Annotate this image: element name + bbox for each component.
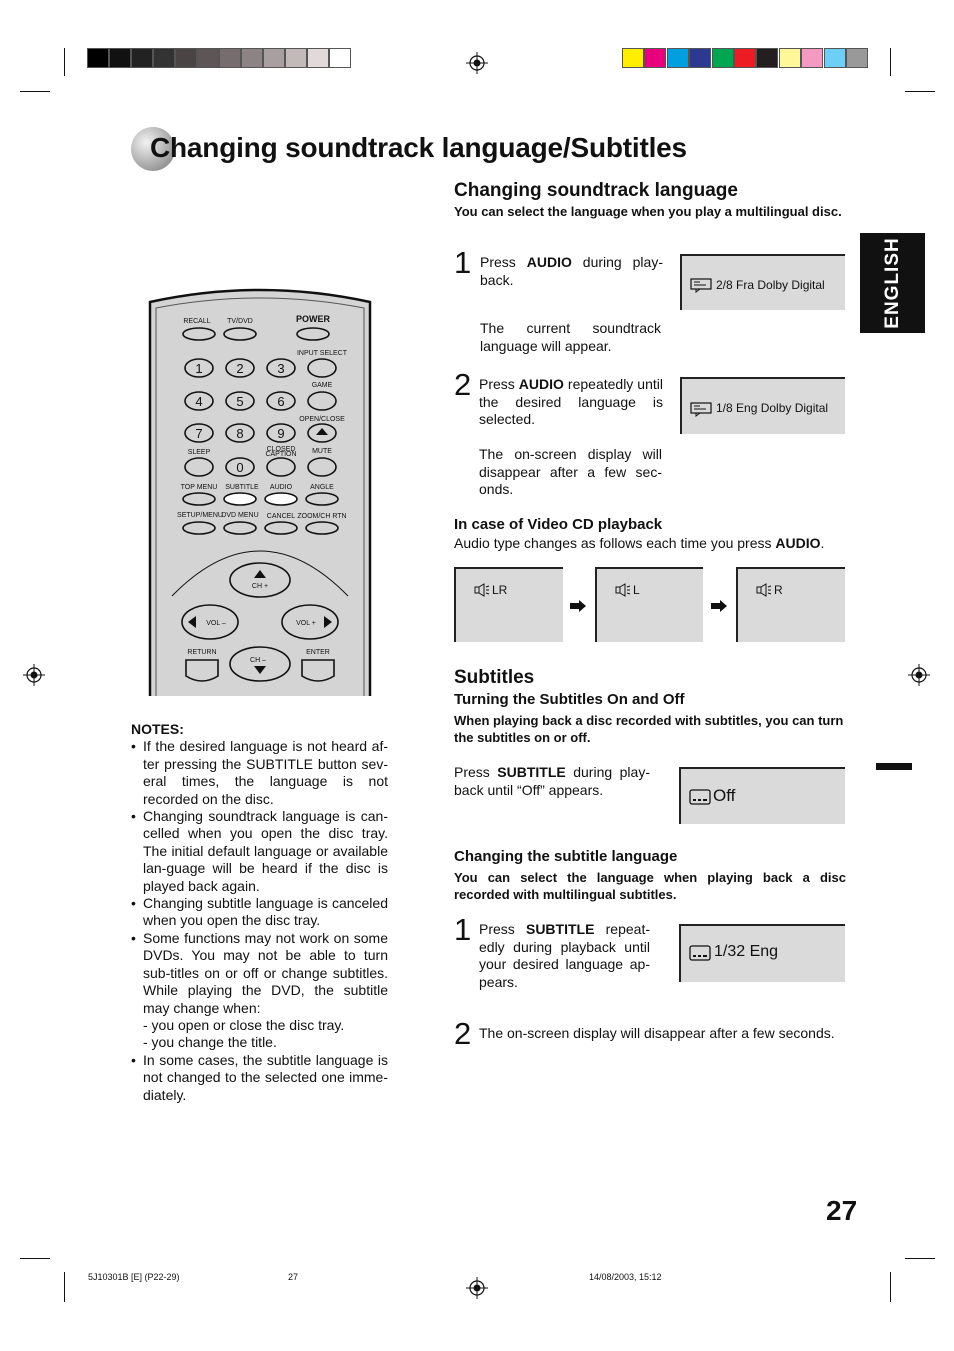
audio-button: [265, 493, 297, 505]
step-number: 2: [454, 367, 472, 402]
soundtrack-step2-note: The on-screen display will disappear after a few sec-onds.: [479, 446, 662, 497]
open-close-label: OPEN/CLOSE: [299, 416, 345, 423]
grayscale-swatch: [329, 48, 351, 68]
grayscale-swatch: [285, 48, 307, 68]
speaker-icon: [756, 583, 772, 597]
mute-label: MUTE: [312, 448, 332, 455]
subtitle-icon: [689, 789, 711, 805]
ch-minus-button: [230, 647, 290, 681]
crop-mark: [64, 48, 65, 76]
top-menu-label: TOP MENU: [180, 484, 218, 491]
subtitle-icon: [689, 945, 711, 961]
vol-plus-label: VOL +: [296, 620, 316, 627]
subtitles-heading: Subtitles: [454, 667, 535, 688]
note-item: • In some cases, the subtitle language is not changed to the selected one imme-diately.: [131, 1052, 388, 1104]
angle-label: ANGLE: [310, 484, 334, 491]
color-swatch: [824, 48, 846, 68]
grayscale-swatch: [153, 48, 175, 68]
footer-code: 5J10301B [E] (P22-29): [88, 1272, 180, 1282]
osd-display: [679, 767, 845, 824]
note-subitem: - you open or close the disc tray.: [143, 1016, 345, 1033]
vcd-text: Audio type changes as follows each time you press AUDIO.: [454, 535, 825, 551]
color-swatch: [846, 48, 868, 68]
subtitle-step1-text: Press SUBTITLE repeat-edly during playback until your desired language ap-pears.: [479, 921, 650, 990]
closed-caption-label: CAPTION: [265, 451, 297, 458]
osd-text: 1/8 Eng Dolby Digital: [716, 401, 829, 415]
digit-label: 2: [236, 361, 244, 376]
note-item: • Changing soundtrack language is can-celled when you open the disc tray. The initial default language or available lan-guage will be heard if the disc is played back again.: [131, 808, 388, 895]
color-swatch: [712, 48, 734, 68]
grayscale-swatch: [307, 48, 329, 68]
digit-label: 7: [195, 426, 203, 441]
grayscale-swatch: [87, 48, 109, 68]
color-swatch: [779, 48, 801, 68]
registration-mark-icon: [466, 52, 488, 74]
game-button: [308, 392, 336, 410]
grayscale-swatch: [131, 48, 153, 68]
crop-mark: [20, 91, 50, 92]
vcd-heading: In case of Video CD playback: [454, 516, 663, 533]
note-item: • Changing subtitle language is canceled when you open the disc tray.: [131, 895, 388, 930]
subtitles-onoff-heading: Turning the Subtitles On and Off: [454, 691, 685, 708]
right-arrow-icon: [570, 600, 586, 612]
input-select-button: [308, 359, 336, 377]
sleep-label: SLEEP: [187, 449, 211, 456]
vcd-audio-box: [736, 567, 845, 642]
language-side-tab: [860, 233, 925, 333]
subtitles-onoff-intro: When playing back a disc recorded with subtitles, you can turn the subtitles on or off.: [454, 713, 844, 745]
crop-mark: [890, 48, 891, 76]
input-select-label: INPUT SELECT: [296, 350, 348, 357]
vcd-audio-box: [595, 567, 703, 642]
zoom-button: [306, 522, 338, 534]
footer-page: 27: [288, 1272, 299, 1282]
cancel-button: [265, 522, 297, 534]
sleep-button: [185, 458, 213, 476]
crop-mark: [890, 1272, 891, 1302]
ch-plus-label: CH +: [251, 583, 269, 590]
speaker-icon: [615, 583, 631, 597]
registration-mark-icon: [466, 1277, 488, 1299]
right-arrow-icon: [711, 600, 727, 612]
audio-label: AUDIO: [269, 484, 293, 491]
crop-mark: [20, 1258, 50, 1259]
digit-label: 0: [236, 460, 244, 475]
osd-text: Off: [713, 786, 736, 805]
digit-label: 4: [195, 394, 203, 409]
tvdvd-label: TV/DVD: [227, 318, 253, 325]
soundtrack-step1-text: Press AUDIO during play-back.: [480, 254, 663, 288]
setup-menu-button: [183, 522, 215, 534]
notes-section: [131, 721, 388, 1104]
dvd-menu-label: DVD MENU: [221, 512, 259, 519]
osd-display: [680, 377, 845, 434]
vcd-audio-box: [454, 567, 563, 642]
color-swatch: [756, 48, 778, 68]
subtitle-button: [224, 493, 256, 505]
grayscale-swatch: [109, 48, 131, 68]
grayscale-swatch: [241, 48, 263, 68]
soundtrack-heading: Changing soundtrack language: [454, 180, 738, 201]
zoom-label: ZOOM/CH RTN: [297, 513, 347, 520]
crop-mark: [905, 91, 935, 92]
digit-label: 8: [236, 426, 244, 441]
enter-label: ENTER: [306, 649, 330, 656]
subtitles-onoff-text: Press SUBTITLE during play-back until “Off” appears.: [454, 764, 650, 798]
vol-minus-label: VOL –: [206, 620, 226, 627]
subtitle-label: SUBTITLE: [225, 484, 259, 491]
top-menu-button: [183, 493, 215, 505]
grayscale-swatch: [263, 48, 285, 68]
note-subitem: - you change the title.: [143, 1034, 277, 1051]
audio-track-icon: [690, 402, 712, 417]
grayscale-swatch: [219, 48, 241, 68]
audio-track-icon: [690, 278, 712, 293]
color-swatch: [801, 48, 823, 68]
closed-caption-button: [267, 458, 295, 476]
crop-mark: [64, 1272, 65, 1302]
mute-button: [308, 458, 336, 476]
digit-label: 5: [236, 394, 244, 409]
notes-title: NOTES:: [131, 721, 184, 737]
cancel-label: CANCEL: [266, 513, 296, 520]
ch-plus-button: [230, 563, 290, 597]
osd-text: 1/32 Eng: [714, 943, 779, 960]
registration-mark-icon: [908, 664, 930, 686]
osd-display: [680, 254, 845, 310]
digit-label: 6: [277, 394, 285, 409]
digit-label: 9: [277, 426, 285, 441]
enter-button: [302, 660, 334, 681]
color-swatch: [689, 48, 711, 68]
color-swatch: [644, 48, 666, 68]
remote-control-illustration: [148, 288, 372, 696]
power-button: [297, 328, 329, 340]
subtitle-step2-text: The on-screen display will disappear after a few seconds.: [479, 1025, 835, 1041]
soundtrack-intro: You can select the language when you play a multilingual disc.: [454, 204, 842, 219]
step-number: 1: [454, 912, 472, 947]
recall-label: RECALL: [183, 318, 211, 325]
step-number: 1: [454, 245, 472, 280]
vcd-audio-mode: R: [774, 583, 783, 597]
footer-date: 14/08/2003, 15:12: [589, 1272, 662, 1282]
digit-label: 1: [195, 361, 203, 376]
vcd-audio-mode: L: [633, 583, 640, 597]
angle-button: [306, 493, 338, 505]
color-swatch: [667, 48, 689, 68]
note-item: • Some functions may not work on some DVDs. You may not be able to turn sub-titles on or off or change subtitles. While playing the DVD, the subtitle may change when:: [131, 930, 388, 1017]
color-swatch: [622, 48, 644, 68]
note-item: • If the desired language is not heard af-ter pressing the SUBTITLE button sev-eral times, the language is not recorded on the disc.: [131, 738, 388, 808]
subtitle-language-heading: Changing the subtitle language: [454, 848, 678, 865]
soundtrack-step2-text: Press AUDIO repeatedly until the desired language is selected.: [479, 376, 663, 427]
section-marker: [876, 763, 912, 770]
dvd-menu-button: [224, 522, 256, 534]
osd-display: [679, 924, 845, 982]
game-label: GAME: [311, 382, 333, 389]
setup-menu-label: SETUP/MENU: [177, 512, 223, 519]
digit-label: 3: [277, 361, 285, 376]
color-swatch: [734, 48, 756, 68]
tvdvd-button: [224, 328, 256, 340]
page-number: 27: [826, 1195, 858, 1226]
crop-mark: [905, 1258, 935, 1259]
return-button: [186, 660, 218, 681]
subtitle-language-intro: You can select the language when playing back a disc recorded with multilingual subtitles.: [454, 870, 846, 902]
return-label: RETURN: [187, 649, 217, 656]
vcd-audio-mode: LR: [492, 583, 508, 597]
speaker-icon: [474, 583, 490, 597]
grayscale-swatch: [175, 48, 197, 68]
closed-caption-label: CLOSED: [266, 446, 296, 453]
osd-text: 2/8 Fra Dolby Digital: [716, 278, 825, 292]
recall-button: [183, 328, 215, 340]
power-label: POWER: [295, 314, 331, 324]
page-title: Changing soundtrack language/Subtitles: [150, 132, 687, 163]
grayscale-swatch: [197, 48, 219, 68]
registration-mark-icon: [23, 664, 45, 686]
side-tab-label: ENGLISH: [881, 237, 903, 329]
soundtrack-step1-note: The current soundtrack language will appear.: [480, 320, 661, 354]
ch-minus-label: CH –: [250, 657, 266, 664]
step-number: 2: [454, 1016, 472, 1051]
